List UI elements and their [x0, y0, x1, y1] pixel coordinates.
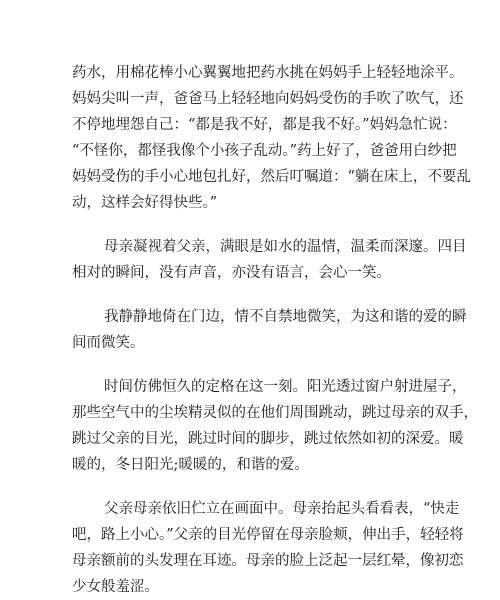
- text-line: 跳过父亲的目光，跳过时间的脚步，跳过依然如初的深爱。暖: [72, 431, 464, 447]
- text-line: “不怪你，都怪我像个小孩子乱动。”药上好了，爸爸用白纱把: [72, 143, 457, 159]
- text-line: 吧，路上小心。”父亲的目光停留在母亲脸颊，伸出手，轻轻将: [72, 527, 464, 543]
- text-line: 那些空气中的尘埃精灵似的在他们周围跳动，跳过母亲的双手，: [72, 405, 478, 421]
- text-line: 间而微笑。: [72, 335, 145, 351]
- text-line: 妈妈尖叫一声，爸爸马上轻轻地向妈妈受伤的手吹了吹气，还: [72, 91, 464, 107]
- paragraph: [72, 496, 464, 600]
- paragraph: [72, 374, 478, 478]
- text-line: 药水，用棉花棒小心翼翼地把药水挑在妈妈手上轻轻地涂平。: [72, 65, 464, 81]
- text-line: 母亲额前的头发理在耳迹。母亲的脸上泛起一层红晕，像初恋: [72, 553, 464, 569]
- paragraph: [72, 234, 467, 286]
- text-line: 暖的，冬日阳光;暖暖的，和谐的爱。: [72, 457, 309, 473]
- text-line: 不停地埋怨自己：“都是我不好，都是我不好。”妈妈急忙说：: [72, 117, 457, 133]
- paragraph-gap: [72, 356, 432, 374]
- text-line: 少女般羞涩。: [72, 579, 159, 595]
- paragraph: [72, 60, 471, 216]
- text-line: 我静静地倚在门边，情不自禁地微笑，为这和谐的爱的瞬: [104, 309, 467, 325]
- paragraph: [72, 304, 467, 356]
- text-line: 动，这样会好得快些。”: [72, 195, 218, 211]
- text-line: 父亲母亲依旧伫立在画面中。母亲抬起头看看表，“快走: [104, 501, 460, 517]
- text-line: 时间仿佛恒久的定格在这一刻。阳光透过窗户射进屋子，: [104, 379, 467, 395]
- text-line: 母亲凝视着父亲，满眼是如水的温情，温柔而深邃。四目: [104, 239, 467, 255]
- paragraph-gap: [72, 286, 432, 304]
- text-line: 妈妈受伤的手小心地包扎好，然后叮嘱道：“躺在床上，不要乱: [72, 169, 471, 185]
- text-line: 相对的瞬间，没有声音，亦没有语言，会心一笑。: [72, 265, 391, 281]
- body-text: [72, 60, 478, 600]
- paragraph-gap: [72, 216, 432, 234]
- paragraph-gap: [72, 478, 432, 496]
